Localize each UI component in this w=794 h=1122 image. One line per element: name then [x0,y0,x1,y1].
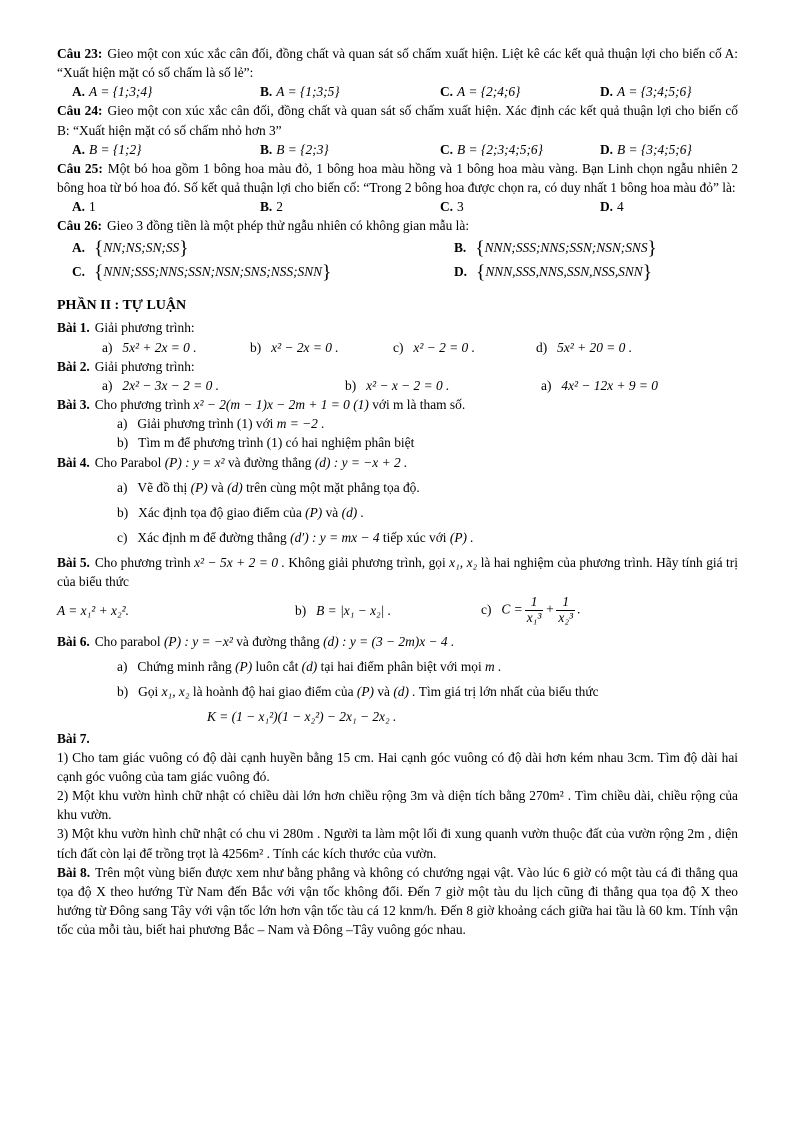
equation-number: (1) [353,397,369,413]
option-d [600,82,738,101]
exercise-intro: Giải phương trình: [94,358,195,374]
item-label: b) [250,339,262,355]
equation-item [393,338,536,357]
set-items: NN;NS;SN;SS [103,239,180,255]
option-value [94,238,189,258]
item-text: luôn cắt [255,659,299,675]
equation-item [536,338,738,357]
k-expression [57,707,738,726]
option-value: 1 [89,199,96,215]
exercise-bai8 [57,863,738,940]
option-row [57,140,738,159]
option-label: A. [72,84,86,100]
exercise-label: Bài 4. [57,454,90,470]
option-b [260,197,440,216]
exercise-label: Bài 5. [57,555,90,571]
brace-open: { [476,262,486,283]
math-expression: (d) . [341,504,364,520]
option-c [440,197,600,216]
equation-item [250,338,393,357]
fraction [525,595,544,625]
option-label: D. [600,199,614,215]
math-expression: B = |x₁ − x₂| . [316,603,392,619]
fraction-denominator: x₂³ [558,610,574,626]
question-text [57,101,738,139]
fraction-numerator: 1 [525,595,544,611]
option-label: B. [260,141,273,157]
question-text [57,216,738,235]
question-label: Câu 25: [57,160,103,176]
item-text: Xác định m để đường thẳng [137,530,287,546]
sub-item-b [57,682,738,701]
question-cau25 [57,159,738,216]
option-b [260,82,440,101]
exercise-label: Bài 3. [57,397,90,413]
option-row [57,197,738,216]
exercise-bai6 [57,632,738,727]
item-label: c) [117,530,128,546]
math-expression: x² − 2(m − 1)x − 2m + 1 = 0 [193,397,350,413]
option-label: A. [72,199,86,215]
sub-item-c [57,528,738,547]
item-label: b) [295,603,307,619]
set-items: NNN,SSS,NNS,SSN,NSS,SNN [485,264,643,279]
item-text: Giải phương trình (1) với [137,416,274,432]
option-label: D. [454,264,468,280]
item-label: d) [536,339,548,355]
option-value: 3 [457,199,464,215]
math-expression: (P) [235,659,253,675]
math-expression: A = x₁² + x₂². [57,603,129,619]
item-text: tại hai điểm phân biệt với mọi [320,659,482,675]
item-text: Tìm giá trị lớn nhất của biểu thức [418,684,599,700]
sub-item-a [57,478,738,497]
intro-text: Cho parabol [94,633,161,649]
option-value: 4 [617,199,624,215]
equation-item [541,376,738,395]
item-text: và [211,479,224,495]
math-expression: x₁, x₂ [161,684,190,700]
math-expression: x² − 2x = 0 . [271,339,339,355]
item-text: Vẽ đồ thị [137,479,188,495]
exercise-bai1 [57,318,738,356]
item-label: b) [117,504,129,520]
equation-item [102,338,250,357]
option-label: A. [72,141,86,157]
exercise-text: Trên một vùng biển được xem như bằng phẳng và không có chướng ngại vật. Vào lúc 6 giờ có một tàu cá đi thẳng qua tọa độ X theo hướng Từ Nam đến Bắc với vận tốc không đổi. Đến 7 giờ một tàu du lịch cũng đi thẳng qua tọa độ X theo hướng từ Đông sang Tây với vận tốc lớn hơn vận tốc tàu cá 12 knm/h. Đến 8 giờ khoảng cách giữa hai tầu là 60 km. Tính vận tốc của mỗi tàu, biết hai phương Bắc – Nam và Đông –Tây vuông góc nhau. [57,864,738,938]
math-expression: 4x² − 12x + 9 = 0 [561,377,658,393]
item-text: là hoành độ hai giao điểm của [192,684,354,700]
sub-item-b [57,503,738,522]
math-expression: m . [485,659,502,675]
exercise-bai7 [57,729,738,863]
math-expression: (P) [305,504,323,520]
question-body: Gieo một con xúc xắc cân đối, đồng chất và quan sát số chấm xuất hiện. Xác định các kết quả thuận lợi cho biến cố B: “Xuất hiện mặt có số chấm nhỏ hơn 3” [57,103,739,138]
option-d [600,140,738,159]
question-cau26 [57,216,738,282]
plus-sign: + [545,601,555,617]
sub-item-a [57,414,738,433]
item-label: a) [117,479,128,495]
math-expression: x² − 2 = 0 . [413,339,475,355]
option-label: B. [454,239,467,255]
option-a [72,82,260,101]
option-value: A = {1;3;4} [89,84,153,100]
option-value [475,238,657,258]
intro-text: Cho phương trình [94,555,191,571]
item-text: Tìm m để phương trình (1) có hai nghiệm phân biệt [138,435,415,451]
math-expression: x² − 5x + 2 = 0 . [194,555,285,571]
math-expression: (d) : y = (3 − 2m)x − 4 . [323,633,455,649]
math-expression: (P) [356,684,374,700]
math-expression: x₁, x₂ [449,555,478,571]
item-text: Chứng minh rằng [137,659,232,675]
intro-text: với m là tham số. [372,397,466,413]
option-value: B = {1;2} [89,141,142,157]
math-expression: (d) . [393,684,416,700]
math-expression: (P) [190,479,208,495]
equation-row [57,376,738,395]
section-title: PHẦN II : TỰ LUẬN [57,298,187,314]
question-cau23 [57,44,738,101]
sub-problem-1: 1) Cho tam giác vuông có độ dài cạnh huyền bằng 15 cm. Hai cạnh góc vuông có độ dài hơn kém nhau 3cm. Tìm độ dài hai cạnh góc vuông của tam giác vuông đó. [57,749,738,784]
item-label: c) [481,601,492,617]
option-a [72,238,454,258]
exercise-label: Bài 6. [57,633,90,649]
question-text [57,44,738,82]
item-text: và [325,504,339,520]
exercise-bai5 [57,553,738,626]
item-label: a) [117,416,128,432]
item-label: b) [117,684,129,700]
intro-text: và đường thẳng [227,454,312,470]
brace-close: } [647,237,657,259]
exercise-intro: Giải phương trình: [94,320,195,336]
option-value: 2 [276,199,283,215]
question-body: Gieo 3 đồng tiền là một phép thử ngẫu nhiên có không gian mẫu là: [107,218,470,234]
equation-item [345,376,541,395]
option-b [260,140,440,159]
item-text: và [377,684,390,700]
intro-text: Cho Parabol [94,454,162,470]
option-value: B = {3;4;5;6} [617,141,692,157]
item-label: c) [393,339,404,355]
item-label: a) [541,377,552,393]
item-text: tiếp xúc với [382,530,447,546]
option-label: B. [260,84,273,100]
exercise-bai4 [57,453,738,548]
intro-text: và đường thẳng [236,633,320,649]
brace-close: } [322,262,332,283]
item-label: b) [117,435,129,451]
option-d [454,262,738,282]
question-label: Câu 24: [57,103,103,119]
option-label: B. [260,199,273,215]
brace-open: { [94,262,104,283]
sub-item-a [57,657,738,676]
fraction-numerator: 1 [556,595,575,611]
math-expression: (P) . [449,530,474,546]
equation-item [102,376,345,395]
option-value: B = {2;3} [276,141,329,157]
option-value [94,262,331,282]
option-value: B = {2;3;4;5;6} [457,141,543,157]
exercise-label: Bài 8. [57,864,91,880]
math-expression: (d) [301,659,318,675]
question-cau24 [57,101,738,158]
set-items: NNN;SSS;NNS;SSN;NSN;SNS;NSS;SNN [103,264,323,279]
option-label: D. [600,141,614,157]
math-expression: x² − x − 2 = 0 . [366,377,450,393]
math-expression: (P) : y = −x² [163,633,233,649]
option-grid [57,238,738,283]
option-value: A = {1;3;5} [276,84,340,100]
item-label: b) [345,377,357,393]
brace-open: { [475,237,485,259]
option-value [476,262,652,282]
math-expression: (d′) : y = mx − 4 [290,530,380,546]
math-expression: 5x² + 20 = 0 . [557,339,633,355]
math-expression: m = −2 . [276,416,325,432]
math-expression: K = (1 − x₁²)(1 − x₂²) − 2x₁ − 2x₂ . [207,709,397,725]
item-label: a) [117,659,128,675]
sub-problem-2: 2) Một khu vườn hình chữ nhật có chiều dài lớn hơn chiều rộng 3m và diện tích bằng 270m² . Tìm chiều dài, chiều rộng của khu vườn. [57,788,738,823]
period: . [577,601,581,617]
option-label: C. [440,199,454,215]
option-value: A = {2;4;6} [457,84,521,100]
math-prefix: C = [501,601,523,617]
equation-row [57,338,738,357]
option-c [440,140,600,159]
option-label: D. [600,84,614,100]
option-row [57,82,738,101]
sub-item-b [57,433,738,452]
exercise-label: Bài 2. [57,358,90,374]
item-text: Gọi [138,684,159,700]
question-label: Câu 26: [57,218,103,234]
intro-text: là hai nghiệm của phương trình. Hãy tính giá trị của biểu thức [57,555,738,590]
option-a [72,140,260,159]
option-label: A. [72,239,86,255]
option-c [440,82,600,101]
math-expression: 5x² + 2x = 0 . [122,339,197,355]
exercise-bai3 [57,395,738,452]
math-expression: 2x² − 3x − 2 = 0 . [122,377,219,393]
exercise-label: Bài 1. [57,320,90,336]
fraction [556,595,575,625]
math-expression: (d) [227,479,243,495]
option-b [454,238,738,258]
intro-text: Không giải phương trình, gọi [288,555,446,571]
math-expression: (d) : y = −x + 2 . [314,454,408,470]
question-label: Câu 23: [57,46,103,61]
question-text [57,159,738,197]
math-expression: (P) : y = x² [164,454,225,470]
item-text: trên cùng một mặt phẳng tọa độ. [246,479,420,495]
question-body: Một bó hoa gồm 1 bông hoa màu đỏ, 1 bông hoa màu hồng và 1 bông hoa màu vàng. Bạn Linh chọn ngẫu nhiên 2 bông hoa từ bó hoa đó. Số kết quả thuận lợi cho biến cố: “Trong 2 bông hoa được chọn ra, có duy nhất 1 bông hoa màu đỏ” là: [57,160,738,196]
item-text: Xác định tọa độ giao điểm của [138,504,302,520]
brace-close: } [179,237,189,259]
fraction-denominator: x₁³ [526,610,542,626]
intro-text: Cho phương trình [94,397,191,413]
sub-problem-3: 3) Một khu vườn hình chữ nhật có chu vi 280m . Người ta làm một lối đi xung quanh vườn thuộc đất của vườn rộng 2m , diện tích đất còn lại để trồng trọt là 4256m² . Tính các kích thước của vườn. [57,826,738,861]
question-body: Gieo một con xúc xắc cân đối, đồng chất và quan sát số chấm xuất hiện. Liệt kê các kết quả thuận lợi cho biến cố A: “Xuất hiện mặt có số chấm là số lẻ”: [57,46,738,81]
option-value: A = {3;4;5;6} [617,84,692,100]
option-label: C. [440,84,454,100]
item-label: a) [102,339,113,355]
expression-b [295,601,481,620]
expression-c [481,595,738,625]
exercise-label: Bài 7. [57,730,90,746]
option-label: C. [72,264,86,280]
option-c [72,262,454,282]
option-a [72,197,260,216]
item-label: a) [102,377,113,393]
expression-a [57,601,295,620]
set-items: NNN;SSS;NNS;SSN;NSN;SNS [484,239,648,255]
expression-row [57,595,738,625]
option-d [600,197,738,216]
brace-open: { [94,237,104,259]
exercise-bai2 [57,357,738,395]
brace-close: } [642,262,653,283]
option-label: C. [440,141,454,157]
